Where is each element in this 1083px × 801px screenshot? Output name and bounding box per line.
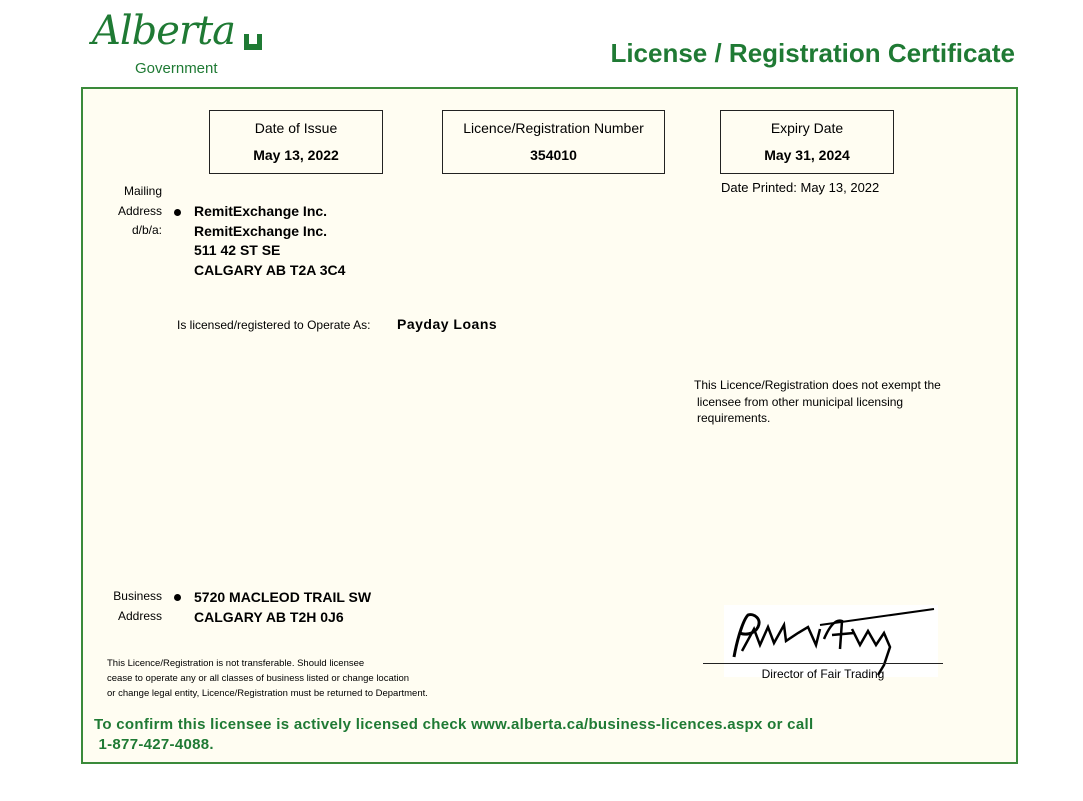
confirm-line-1: To confirm this licensee is actively licensed check www.alberta.ca/business-licences.aspx or call — [94, 716, 814, 733]
logo-wordmark: Alberta — [92, 8, 235, 54]
business-address-line: CALGARY AB T2H 0J6 — [194, 608, 344, 625]
transfer-note-line: This Licence/Registration is not transferable. Should licensee — [107, 658, 365, 669]
certificate-title: License / Registration Certificate — [610, 38, 1015, 68]
transfer-note — [107, 656, 428, 701]
operate-as-value: Payday Loans — [397, 316, 498, 332]
exempt-note-line: licensee from other municipal licensing — [697, 394, 904, 409]
business-bullet-icon — [174, 594, 181, 601]
licence-number-box — [442, 110, 665, 174]
business-label-line: Business — [113, 589, 162, 603]
exempt-note — [694, 377, 941, 427]
confirm-notice — [94, 715, 994, 755]
date-of-issue-value: May 13, 2022 — [253, 147, 339, 163]
logo-flag-icon — [244, 34, 262, 50]
date-of-issue-label: Date of Issue — [254, 120, 338, 136]
mailing-label-line: d/b/a: — [131, 223, 162, 237]
mailing-address-line: RemitExchange Inc. — [194, 203, 328, 219]
exempt-note-line: This Licence/Registration does not exempt the — [694, 378, 941, 392]
transfer-note-line: or change legal entity, Licence/Registration must be returned to Department. — [107, 688, 428, 699]
signature-caption: Director of Fair Trading — [761, 667, 885, 681]
mailing-address-line: 511 42 ST SE — [194, 242, 281, 258]
mailing-address-line: RemitExchange Inc. — [194, 222, 328, 239]
mailing-label — [82, 182, 162, 241]
alberta-logo — [92, 8, 267, 78]
transfer-note-line: cease to operate any or all classes of business listed or change location — [107, 673, 410, 684]
expiry-date-box — [720, 110, 894, 174]
operate-as-label: Is licensed/registered to Operate As: — [177, 318, 371, 332]
business-label-line: Address — [117, 608, 162, 623]
signature-line — [703, 663, 943, 664]
mailing-address — [194, 202, 345, 280]
mailing-address-line: CALGARY AB T2A 3C4 — [194, 261, 346, 278]
confirm-line-2: 1-877-427-4088. — [94, 736, 214, 753]
logo-government-text: Government — [135, 60, 218, 77]
licence-number-value: 354010 — [530, 147, 577, 163]
expiry-date-label: Expiry Date — [770, 120, 844, 136]
business-address — [194, 588, 371, 627]
expiry-date-value: May 31, 2024 — [764, 147, 850, 163]
mailing-label-line: Mailing — [123, 184, 162, 198]
date-printed: Date Printed: May 13, 2022 — [721, 180, 880, 195]
business-label — [82, 587, 162, 626]
mailing-label-line: Address — [117, 203, 162, 218]
exempt-note-line: requirements. — [697, 411, 771, 425]
business-address-line: 5720 MACLEOD TRAIL SW — [194, 589, 372, 605]
date-of-issue-box — [209, 110, 383, 174]
licence-number-label: Licence/Registration Number — [463, 120, 644, 136]
mailing-bullet-icon — [174, 209, 181, 216]
